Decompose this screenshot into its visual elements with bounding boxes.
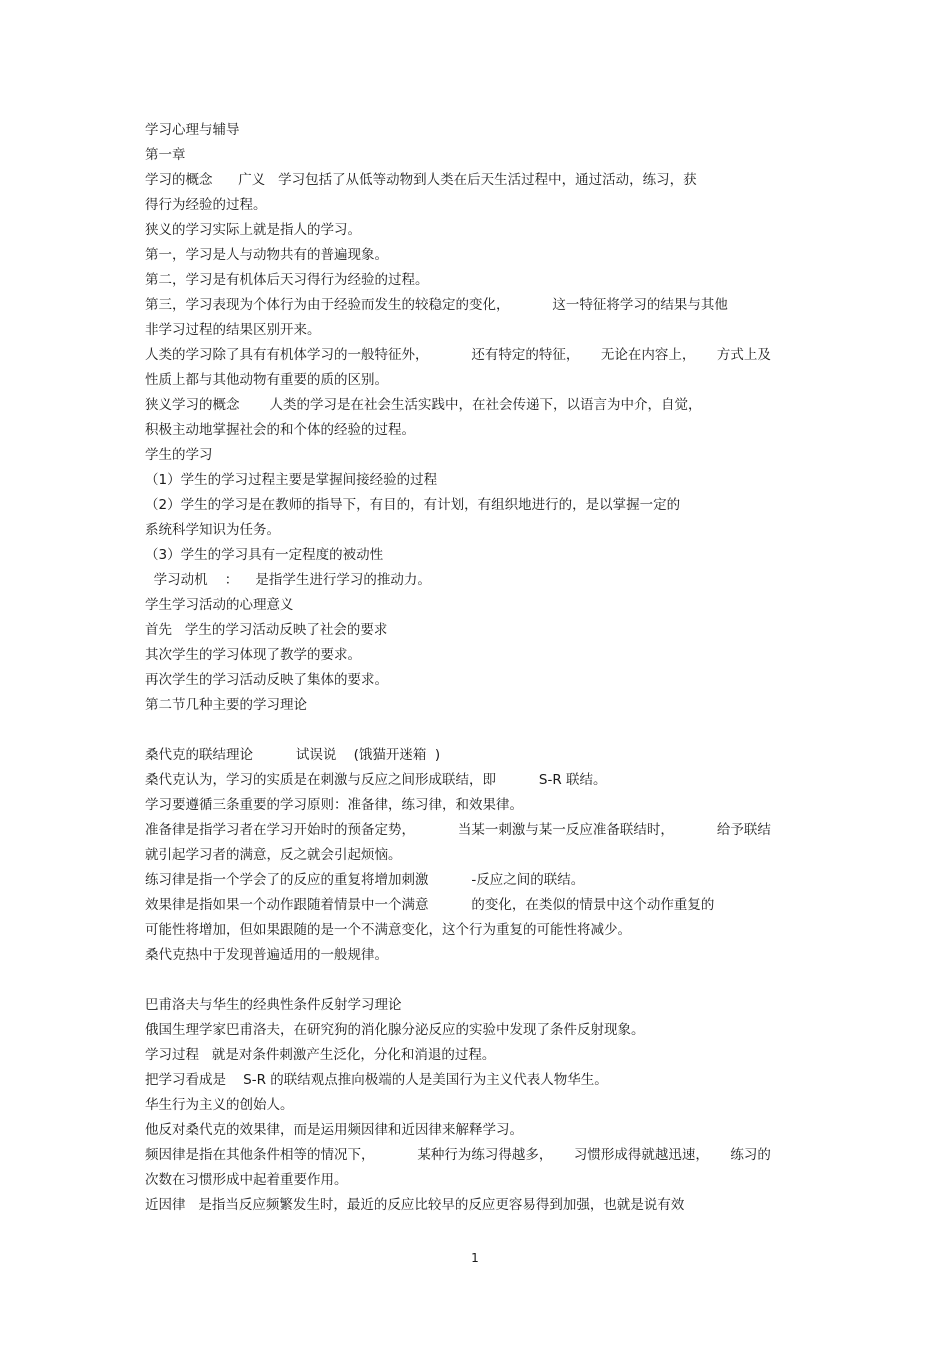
document-body <box>145 118 810 1218</box>
text-line: 桑代克热中于发现普遍适用的一般规律。 <box>145 947 388 963</box>
text-line: 次数在习惯形成中起着重要作用。 <box>145 1172 348 1188</box>
text-line: 学习动机 ： 是指学生进行学习的推动力。 <box>145 572 431 588</box>
text-line: （1）学生的学习过程主要是掌握间接经验的过程 <box>145 472 438 488</box>
text-line: 桑代克认为，学习的实质是在刺激与反应之间形成联结，即 S-R 联结。 <box>145 772 607 788</box>
text-line: 非学习过程的结果区别开来。 <box>145 322 321 338</box>
text-line: 学习的概念 广义 学习包括了从低等动物到人类在后天生活过程中，通过活动，练习，获 <box>145 172 697 188</box>
text-line: 就引起学习者的满意，反之就会引起烦恼。 <box>145 847 402 863</box>
text-line: 巴甫洛夫与华生的经典性条件反射学习理论 <box>145 997 402 1013</box>
text-line: （2）学生的学习是在教师的指导下，有目的，有计划，有组织地进行的，是以掌握一定的 <box>145 497 681 513</box>
text-line: 狭义的学习实际上就是指人的学习。 <box>145 222 361 238</box>
text-line: 人类的学习除了具有有机体学习的一般特征外， 还有特定的特征， 无论在内容上， 方式上及 <box>145 347 771 363</box>
text-line: 第一，学习是人与动物共有的普遍现象。 <box>145 247 388 263</box>
text-line: 得行为经验的过程。 <box>145 197 267 213</box>
text-line: 桑代克的联结理论 试误说 (饿猫开迷箱 ) <box>145 747 441 763</box>
text-line: 第二，学习是有机体后天习得行为经验的过程。 <box>145 272 429 288</box>
text-line: 准备律是指学习者在学习开始时的预备定势， 当某一刺激与某一反应准备联结时， 给予联结 <box>145 822 771 838</box>
blank-line <box>145 718 810 743</box>
text-line: 学习要遵循三条重要的学习原则：准备律，练习律，和效果律。 <box>145 797 523 813</box>
text-line: 可能性将增加，但如果跟随的是一个不满意变化，这个行为重复的可能性将减少。 <box>145 922 631 938</box>
text-line: 学生的学习 <box>145 447 213 463</box>
text-line: 俄国生理学家巴甫洛夫，在研究狗的消化腺分泌反应的实验中发现了条件反射现象。 <box>145 1022 645 1038</box>
text-line: 首先 学生的学习活动反映了社会的要求 <box>145 622 388 638</box>
blank-line <box>145 968 810 993</box>
text-line: 华生行为主义的创始人。 <box>145 1097 294 1113</box>
text-line: 其次学生的学习体现了教学的要求。 <box>145 647 361 663</box>
text-line: 效果律是指如果一个动作跟随着情景中一个满意 的变化，在类似的情景中这个动作重复的 <box>145 897 715 913</box>
text-line: 频因律是指在其他条件相等的情况下， 某种行为练习得越多， 习惯形成得就越迅速， 练习的 <box>145 1147 771 1163</box>
text-line: 学习心理与辅导 <box>145 122 240 138</box>
text-line: （3）学生的学习具有一定程度的被动性 <box>145 547 384 563</box>
text-line: 积极主动地掌握社会的和个体的经验的过程。 <box>145 422 415 438</box>
text-line: 再次学生的学习活动反映了集体的要求。 <box>145 672 388 688</box>
text-line: 第二节几种主要的学习理论 <box>145 697 307 713</box>
text-line: 把学习看成是 S-R 的联结观点推向极端的人是美国行为主义代表人物华生。 <box>145 1072 608 1088</box>
text-line: 近因律 是指当反应频繁发生时，最近的反应比较早的反应更容易得到加强，也就是说有效 <box>145 1197 685 1213</box>
text-line: 性质上都与其他动物有重要的质的区别。 <box>145 372 388 388</box>
text-line: 第三，学习表现为个体行为由于经验而发生的较稳定的变化， 这一特征将学习的结果与其他 <box>145 297 728 313</box>
text-line: 他反对桑代克的效果律，而是运用频因律和近因律来解释学习。 <box>145 1122 523 1138</box>
text-line: 练习律是指一个学会了的反应的重复将增加刺激 -反应之间的联结。 <box>145 872 585 888</box>
text-line: 学生学习活动的心理意义 <box>145 597 294 613</box>
text-line: 学习过程 就是对条件刺激产生泛化，分化和消退的过程。 <box>145 1047 496 1063</box>
text-line: 第一章 <box>145 147 186 163</box>
text-line: 系统科学知识为任务。 <box>145 522 280 538</box>
page-number: 1 <box>471 1251 479 1265</box>
text-line: 狭义学习的概念 人类的学习是在社会生活实践中，在社会传递下，以语言为中介，自觉， <box>145 397 702 413</box>
